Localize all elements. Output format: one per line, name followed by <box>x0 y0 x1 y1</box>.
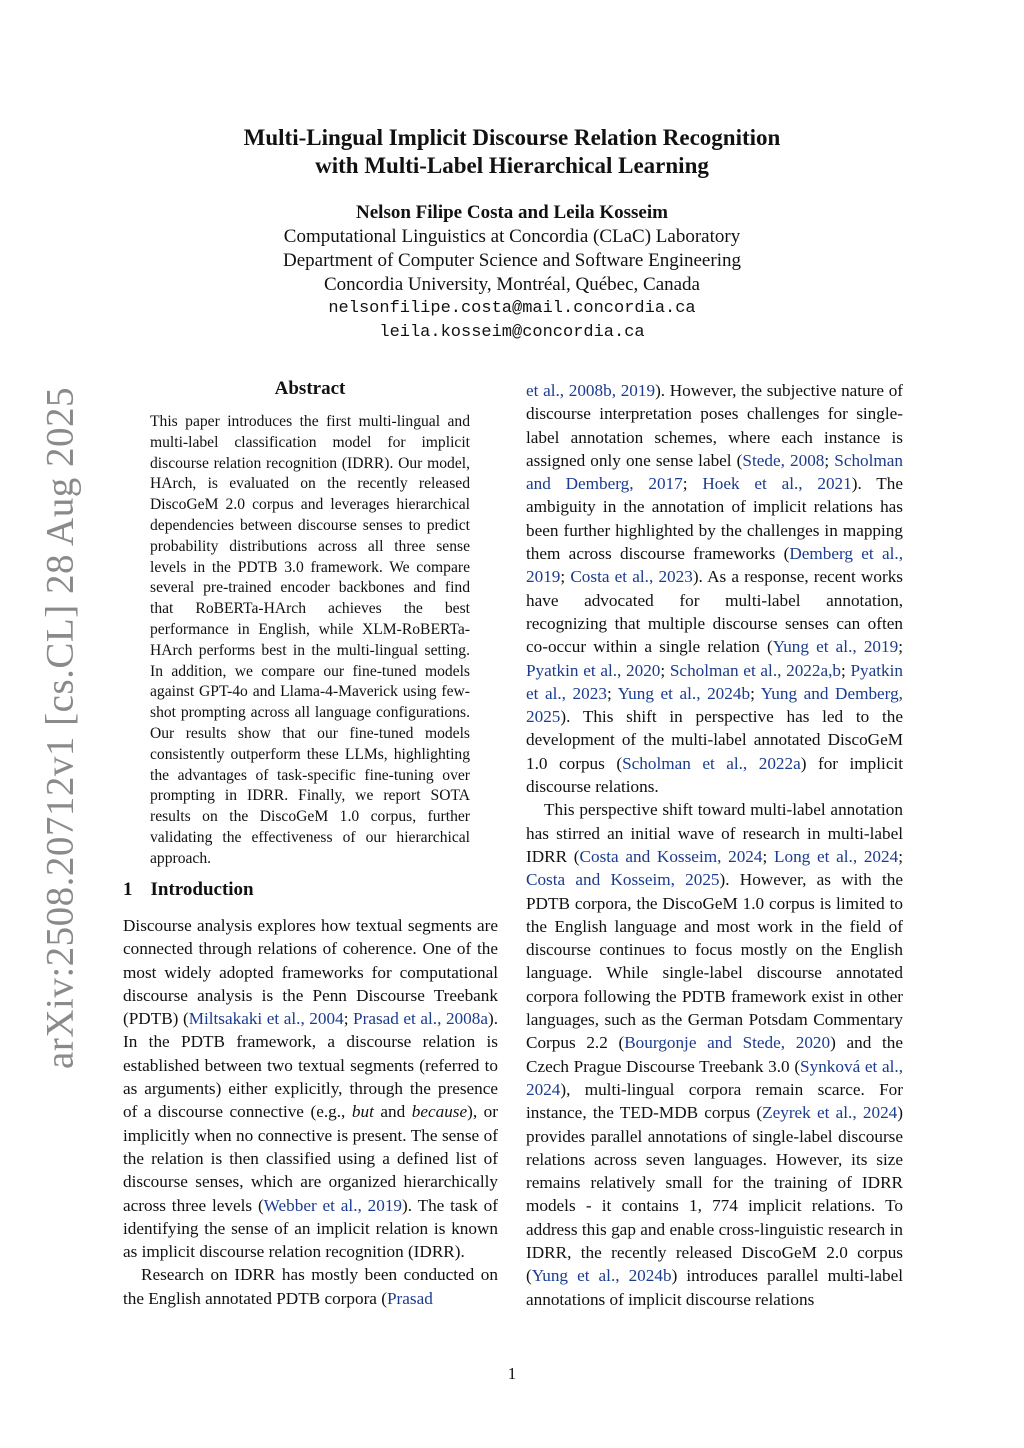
emphasized-text: because <box>411 1102 468 1122</box>
citation-link[interactable]: Long et al., 2024 <box>773 846 899 866</box>
author-email-2[interactable]: leila.kosseim@concordia.ca <box>379 323 645 342</box>
author-names: Nelson Filipe Costa and Leila Kosseim <box>356 202 668 223</box>
citation-link[interactable]: Prasad <box>386 1288 433 1308</box>
citation-link[interactable]: Stede, 2008 <box>742 450 825 470</box>
text-run: ; <box>841 660 851 680</box>
text-run: ), multi-lingual corpora remain scarce. For instance, the TED-MDB corpus ( <box>526 1079 903 1123</box>
author-block <box>0 201 1024 345</box>
citation-link[interactable]: et al., 2008b, 2019 <box>526 381 656 400</box>
intro-paragraph-2 <box>123 1263 498 1310</box>
citation-link[interactable]: Zeyrek et al., 2024 <box>762 1103 898 1123</box>
citation-link[interactable]: Hoek et al., 2021 <box>702 474 852 494</box>
paper-title <box>0 124 1024 180</box>
citation-link[interactable]: Costa et al., 2023 <box>570 567 693 587</box>
abstract-text: This paper introduces the first multi-lingual and multi-label classification model for implicit discourse relation recognition (IDRR). Our model, HArch, is evaluated on the recently released DiscoGeM 2.0 corpus and leverages hierarchical dependencies between discourse senses to predict probability distributions across all three sense levels in the PDTB 3.0 framework. We compare several pre-trained encoder backbones and find that RoBERTa-HArch achieves the best performance in English, while XLM-RoBERTa-HArch performs best in the multi-lingual setting. In addition, we compare our fine-tuned models against GPT-4o and Llama-4-Maverick using few-shot prompting across all language configurations. Our results show that our fine-tuned models consistently outperform these LLMs, highlighting the advantages of task-specific fine-tuning over prompting in IDRR. Finally, we report SOTA results on the DiscoGeM 1.0 corpus, further validating the effectiveness of our hierarchical approach. <box>150 413 470 867</box>
text-run: ). However, as with the PDTB corpora, the DiscoGeM 1.0 corpus is limited to the English language and most work in the field of discourse continues to focus mostly on the English language. While single-label discourse annotated corpora following the PDTB framework exist in other languages, such as the German Potsdam Commentary Corpus 2.2 ( <box>526 870 903 1053</box>
text-run: ; <box>750 683 761 703</box>
text-run: ; <box>343 1009 354 1029</box>
citation-link[interactable]: Synková et al., 2024 <box>526 1056 903 1099</box>
left-column-body <box>123 914 498 1310</box>
right-column-body <box>526 379 903 1311</box>
text-run: and <box>373 1102 412 1122</box>
text-run: ). The task of identifying the sense of an implicit relation is known as implicit discourse relation recognition (IDRR). <box>123 1195 498 1262</box>
text-run: ). The ambiguity in the annotation of implicit relations has been further highlighted by the challenges in mapping them across discourse frameworks ( <box>526 474 903 564</box>
text-run: Discourse analysis explores how textual segments are connected through relations of coherence. One of the most widely adopted frameworks for computational discourse analysis is the Penn Discourse Treebank (PDTB) ( <box>123 916 498 1029</box>
text-run: ). In the PDTB framework, a discourse relation is established between two textual segments (referred to as arguments) either explicitly, through the presence of a discourse connective (e.g., <box>123 1009 498 1122</box>
arxiv-identifier-stamp: arXiv:2508.20712v1 [cs.CL] 28 Aug 2025 <box>38 387 82 1069</box>
citation-link[interactable]: Yung et al., 2019 <box>772 637 899 657</box>
citation-link[interactable]: Yung et al., 2024b <box>531 1266 672 1286</box>
abstract-heading: Abstract <box>274 378 346 399</box>
text-run: ). This shift in perspective has led to the development of the multi-label annotated DiscoGeM 1.0 corpus ( <box>526 707 903 773</box>
citation-link[interactable]: Scholman et al., 2022a <box>622 753 801 773</box>
text-run: Research on IDRR has mostly been conducted on the English annotated PDTB corpora ( <box>123 1265 498 1308</box>
citation-link[interactable]: Miltsakaki et al., 2004 <box>188 1009 344 1029</box>
paper-title-line-2: with Multi-Label Hierarchical Learning <box>315 153 709 178</box>
text-run: This perspective shift toward multi-label annotation has stirred an initial wave of research in multi-label IDRR ( <box>526 800 903 866</box>
citation-link[interactable]: Pyatkin et al., 2023 <box>526 660 904 703</box>
section-number: 1 <box>123 879 133 900</box>
citation-link[interactable]: Scholman et al., 2022a,b <box>669 660 841 680</box>
text-run: ; <box>898 637 903 657</box>
text-run: ) and the Czech Prague Discourse Treebank 3.0 ( <box>526 1033 903 1076</box>
intro-paragraph-1 <box>123 914 498 1263</box>
text-run: ). However, the subjective nature of discourse interpretation poses challenges for single-label annotation schemes, where each instance is assigned only one sense label ( <box>526 381 904 470</box>
citation-link[interactable]: Costa and Kosseim, 2025 <box>526 870 720 890</box>
text-run: ) introduces parallel multi-label annotations of implicit discourse relations <box>526 1266 903 1309</box>
page-number: 1 <box>507 1364 517 1383</box>
section-heading-introduction <box>123 879 254 901</box>
citation-link[interactable]: Costa and Kosseim, 2024 <box>579 846 763 866</box>
right-paragraph-2 <box>526 798 903 1311</box>
text-run: ; <box>898 846 903 866</box>
text-run: ; <box>606 683 618 703</box>
affiliation-department: Department of Computer Science and Software Engineering <box>283 250 741 271</box>
text-run: ; <box>762 846 774 866</box>
text-run: ; <box>824 450 835 470</box>
citation-link[interactable]: Pyatkin et al., 2020 <box>526 660 661 680</box>
right-paragraph-1 <box>526 379 903 798</box>
citation-link[interactable]: Yung et al., 2024b <box>617 683 751 703</box>
citation-link[interactable]: Bourgonje and Stede, 2020 <box>624 1033 831 1053</box>
author-email-1[interactable]: nelsonfilipe.costa@mail.concordia.ca <box>328 299 696 318</box>
citation-link[interactable]: Webber et al., 2019 <box>263 1195 403 1215</box>
paper-title-line-1: Multi-Lingual Implicit Discourse Relation Recognition <box>243 125 781 150</box>
affiliation-university: Concordia University, Montréal, Québec, Canada <box>323 274 700 295</box>
text-run: ). As a response, recent works have advocated for multi-label annotation, recognizing that multiple discourse senses can often co-occur within a single relation ( <box>526 567 903 657</box>
section-title: Introduction <box>150 879 254 900</box>
emphasized-text: but <box>351 1102 374 1122</box>
text-run: ) for implicit discourse relations. <box>526 753 904 797</box>
text-run: ; <box>560 567 571 587</box>
citation-link[interactable]: Yung and Demberg, 2025 <box>526 683 903 727</box>
citation-link[interactable]: Scholman and Demberg, 2017 <box>526 450 904 494</box>
citation-link[interactable]: Demberg et al., 2019 <box>526 544 904 587</box>
text-run: ), or implicitly when no connective is present. The sense of the relation is then classified using a defined list of discourse senses, which are organized hierarchically across three levels ( <box>123 1102 498 1215</box>
text-run: ) provides parallel annotations of single-label discourse relations across seven languages. However, its size remains relatively small for the training of IDRR models - it contains 1, 774 implicit relations. To address this gap and enable cross-linguistic research in IDRR, the recently released DiscoGeM 2.0 corpus ( <box>526 1103 903 1286</box>
affiliation-lab: Computational Linguistics at Concordia (CLaC) Laboratory <box>283 226 741 247</box>
citation-link[interactable]: Prasad et al., 2008a <box>353 1009 488 1029</box>
text-run: ; <box>660 660 670 680</box>
text-run: ; <box>682 474 703 494</box>
